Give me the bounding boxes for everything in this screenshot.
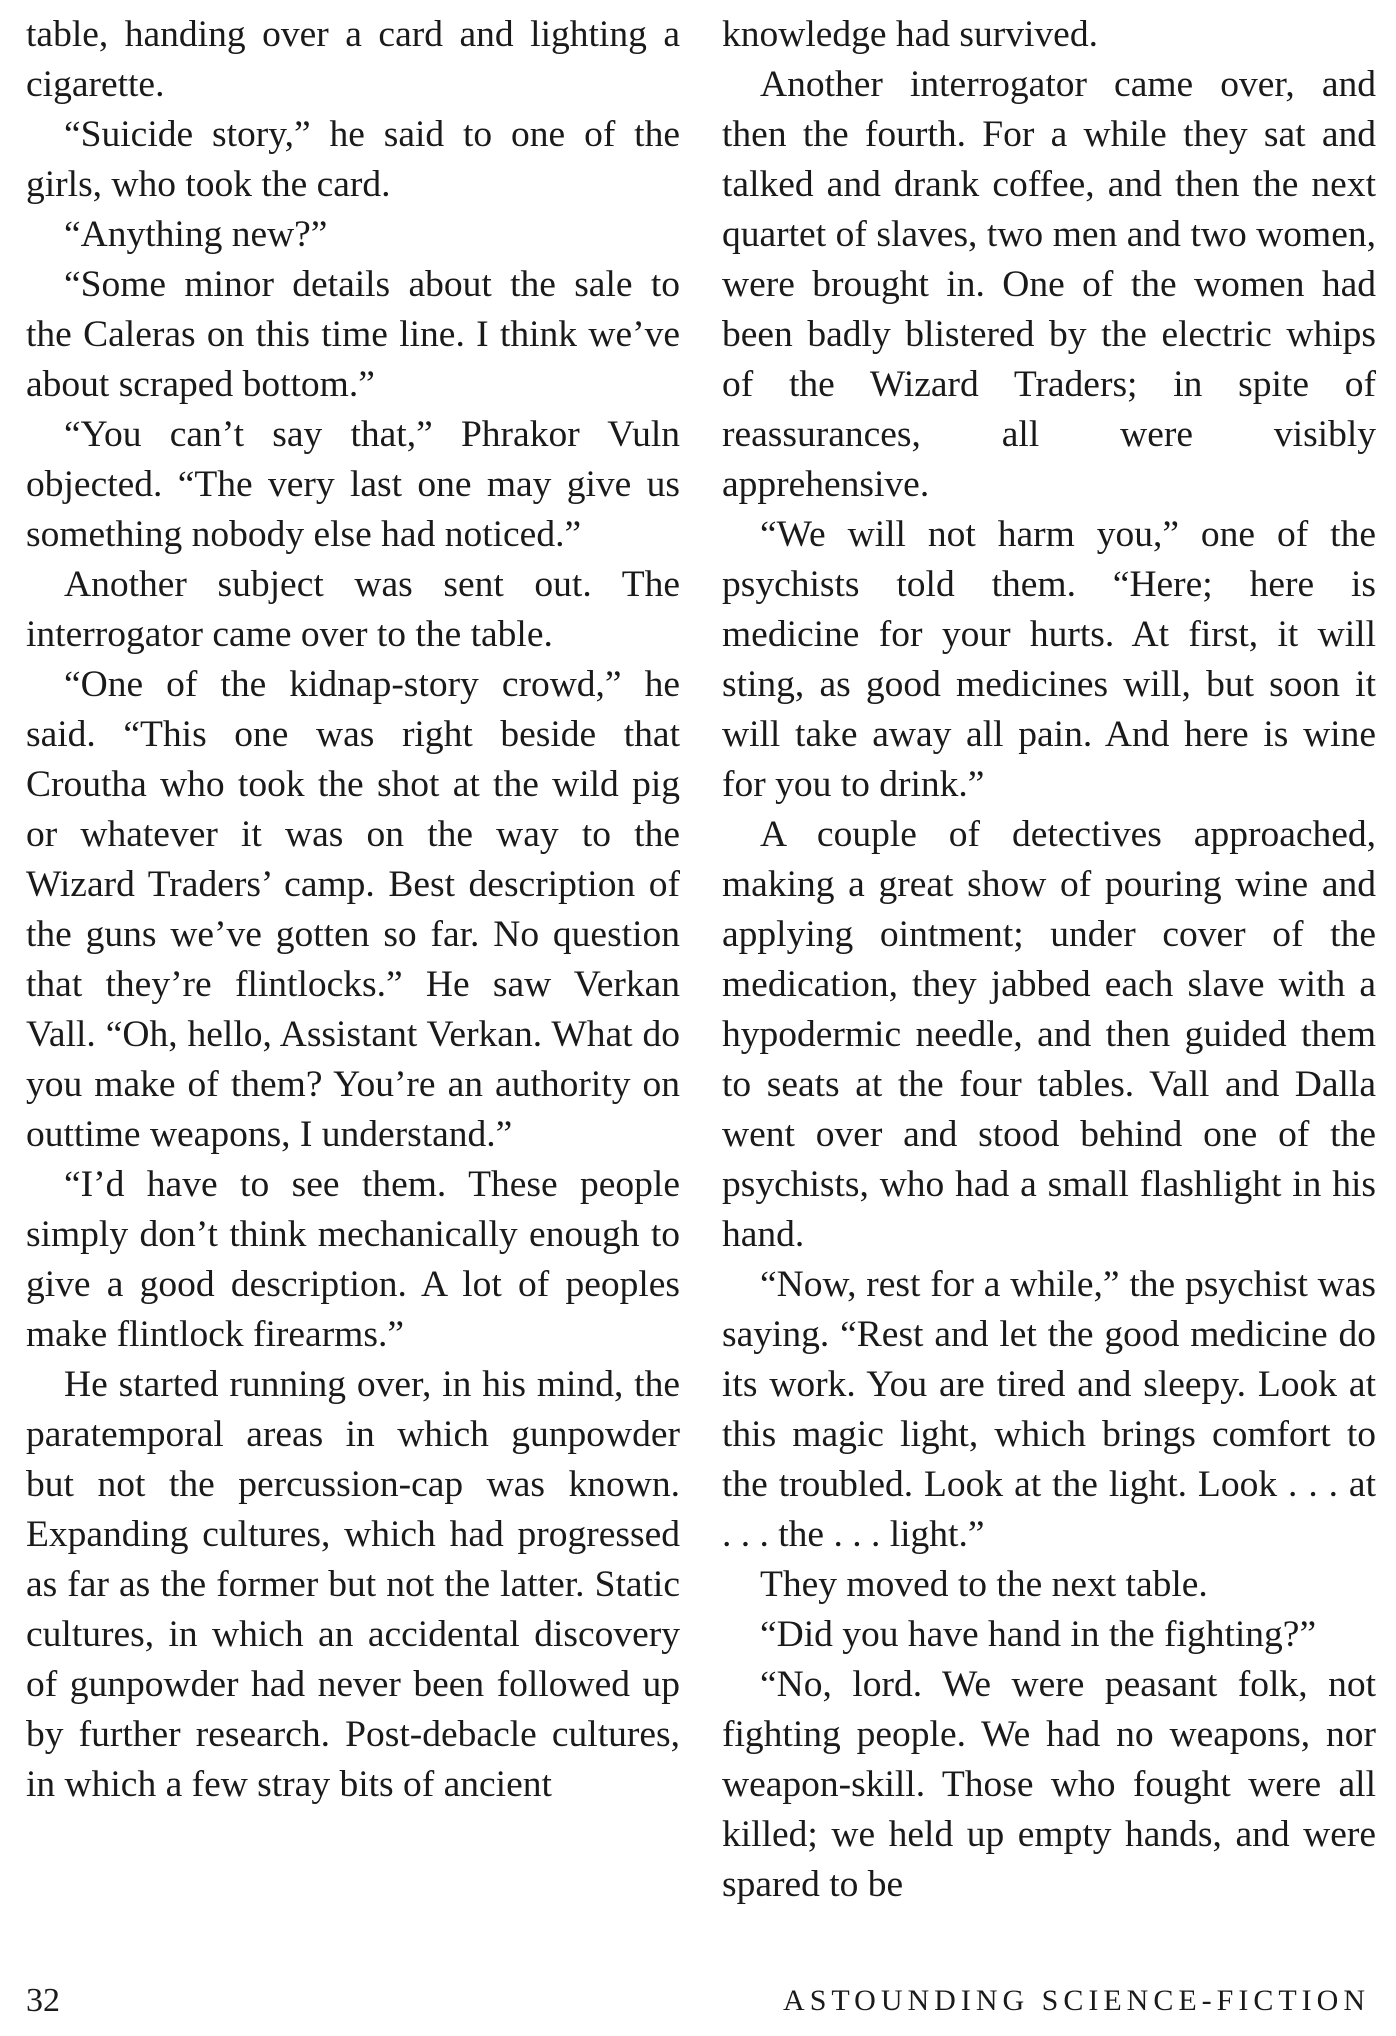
right-column-paragraph: “We will not harm you,” one of the psychists told them. “Here; here is medicine for your hurts. At first, it will sting, as good medicines will, but soon it will take away all pain. And here is wine for you to drink.” (722, 514, 1376, 805)
right-column-paragraph: Another interrogator came over, and then the fourth. For a while they sat and talked and drank coffee, and then the next quartet of slaves, two men and two women, were brought in. One of the women had been badly blistered by the electric whips of the Wizard Traders; in spite of reassurances, all were visibly apprehensive. (722, 64, 1376, 505)
right-column (722, 10, 1376, 1910)
left-column-paragraph: Another subject was sent out. The interrogator came over to the table. (26, 564, 680, 655)
magazine-title: ASTOUNDING SCIENCE-FICTION (783, 1984, 1370, 2017)
left-column-paragraph: “Some minor details about the sale to the Caleras on this time line. I think we’ve about scraped bottom.” (26, 264, 680, 405)
right-column-paragraph: “Did you have hand in the fighting?” (760, 1614, 1317, 1655)
right-column-paragraph: They moved to the next table. (760, 1564, 1208, 1605)
left-column-paragraph: “You can’t say that,” Phrakor Vuln objected. “The very last one may give us something nobody else had noticed.” (26, 414, 680, 555)
left-column-paragraph: He started running over, in his mind, the paratemporal areas in which gunpowder but not the percussion-cap was known. Expanding cultures, which had progressed as far as the former but not the latter. Static cultures, in which an accidental discovery of gunpowder had never been followed up by further research. Post-debacle cultures, in which a few stray bits of ancient (26, 1364, 680, 1805)
right-column-paragraph: A couple of detectives approached, making a great show of pouring wine and applying ointment; under cover of the medication, they jabbed each slave with a hypodermic needle, and then guided them to seats at the four tables. Vall and Dalla went over and stood behind one of the psychists, who had a small flashlight in his hand. (722, 814, 1376, 1255)
right-column-paragraph: knowledge had survived. (722, 14, 1098, 55)
right-column-paragraph: “Now, rest for a while,” the psychist was saying. “Rest and let the good medicine do its work. You are tired and sleepy. Look at this magic light, which brings comfort to the troubled. Look at the light. Look . . . at . . . the . . . light.” (722, 1264, 1376, 1555)
left-column-paragraph: “Suicide story,” he said to one of the girls, who took the card. (26, 114, 680, 205)
page-footer (26, 1976, 1370, 2026)
page-number: 32 (26, 1982, 60, 2019)
left-column-paragraph: “I’d have to see them. These people simply don’t think mechanically enough to give a good description. A lot of peoples make flintlock firearms.” (26, 1164, 680, 1355)
right-column-paragraph: “No, lord. We were peasant folk, not fighting people. We had no weapons, nor weapon-skill. Those who fought were all killed; we held up empty hands, and were spared to be (722, 1664, 1376, 1905)
left-column-paragraph: “Anything new?” (64, 214, 328, 255)
left-column-paragraph: “One of the kidnap-story crowd,” he said. “This one was right beside that Croutha who took the shot at the wild pig or whatever it was on the way to the Wizard Traders’ camp. Best description of the guns we’ve gotten so far. No question that they’re flintlocks.” He saw Verkan Vall. “Oh, hello, Assistant Verkan. What do you make of them? You’re an authority on outtime weapons, I understand.” (26, 664, 680, 1155)
left-column-paragraph: table, handing over a card and lighting a cigarette. (26, 14, 680, 105)
left-column (26, 10, 680, 1810)
